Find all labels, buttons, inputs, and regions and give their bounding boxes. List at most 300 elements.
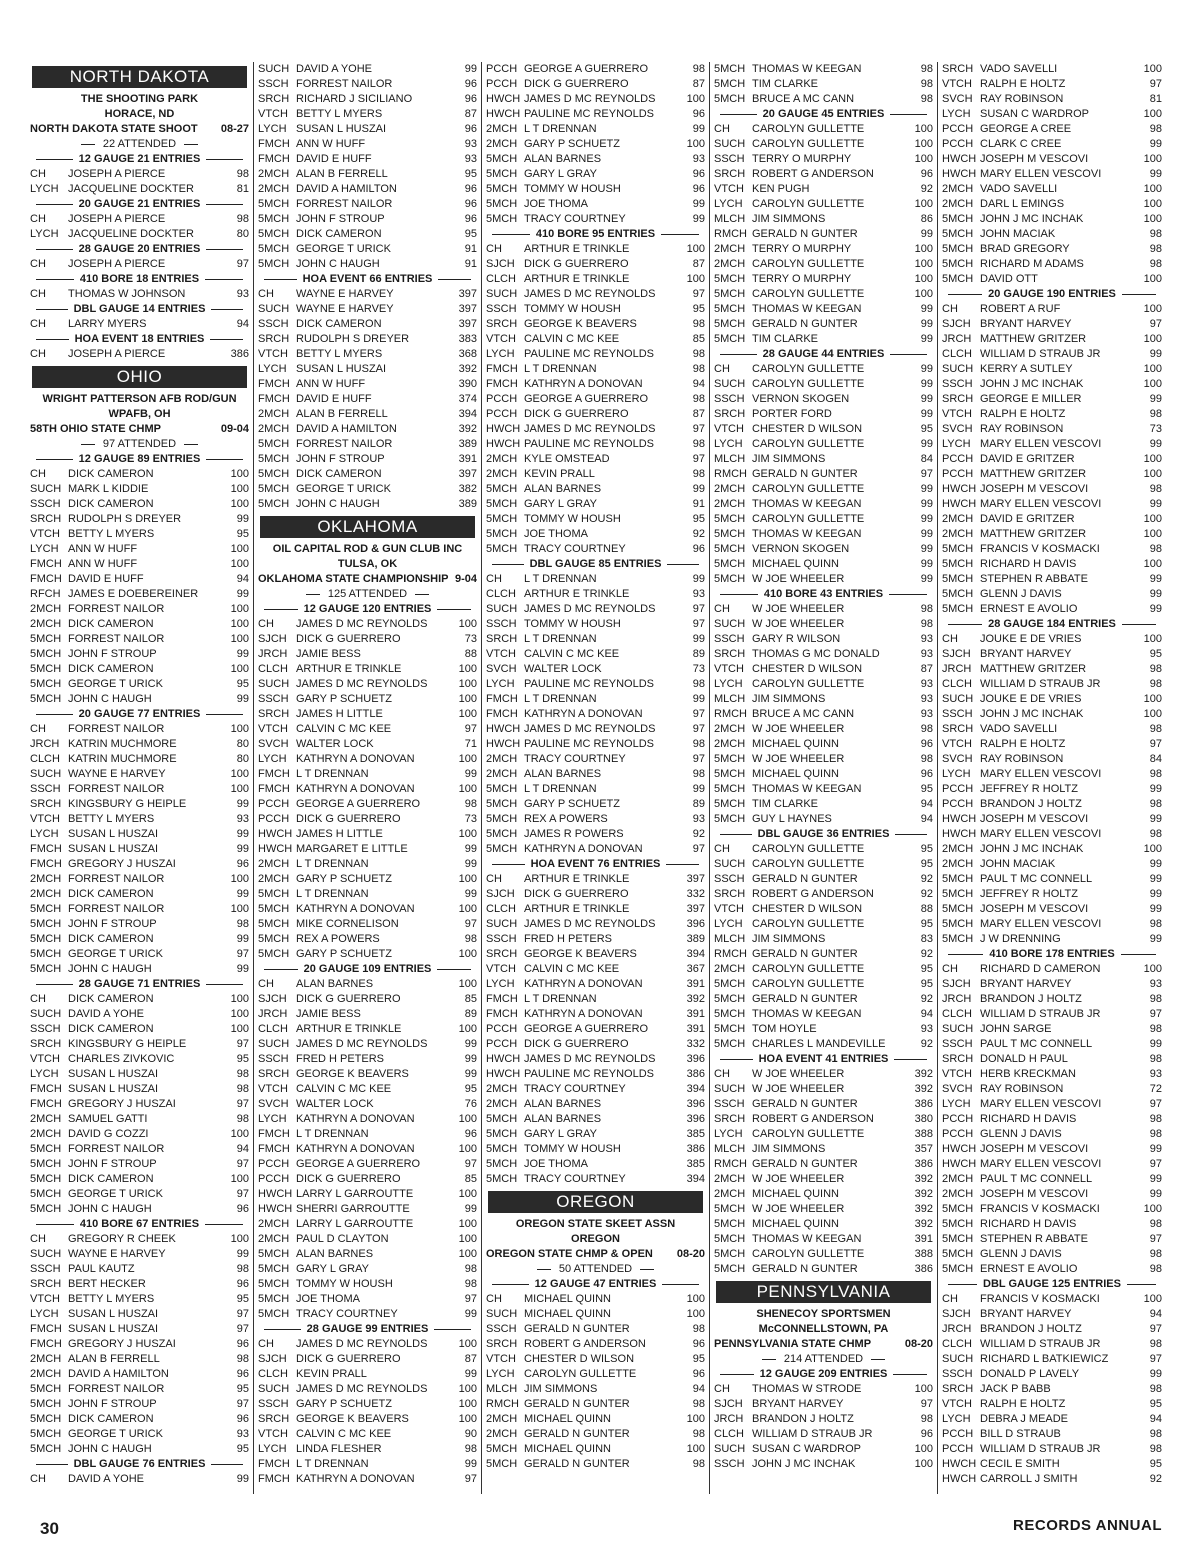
shooter-name: GARY P SCHUETZ [296,1398,392,1410]
rule-divider [894,1059,927,1060]
result-row [714,977,933,992]
shooter-name: RUDOLPH S DREYER [68,513,182,525]
score: 73 [1149,423,1162,435]
result-row [486,1457,705,1472]
shooter-name: JAMES D MC REYNOLDS [524,288,656,300]
class-code: 5MCH [486,153,518,165]
shooter-name: CALVIN C MC KEE [524,648,620,660]
shooter-name: MARY ELLEN VESCOVI [980,498,1102,510]
result-row [714,737,933,752]
score: 99 [1149,1188,1162,1200]
shooter-name: CALVIN C MC KEE [296,723,392,735]
class-code: 5MCH [258,1248,290,1260]
score: 97 [692,453,705,465]
shooter-name: ANN W HUFF [296,138,366,150]
shooter-name: JIM SIMMONS [524,1383,598,1395]
shooter-name: CALVIN C MC KEE [524,333,620,345]
class-code: 5MCH [486,498,518,510]
result-row [942,1367,1162,1382]
result-row [30,692,249,707]
score: 394 [686,1083,705,1095]
score: 394 [458,408,477,420]
class-code: HWCH [942,1458,977,1470]
result-row [30,1112,249,1127]
result-row [486,947,705,962]
score: 332 [686,888,705,900]
shooter-name: KINGSBURY G HEIPLE [68,798,187,810]
result-row [714,317,933,332]
shooter-name: SAMUEL GATTI [68,1113,148,1125]
result-row [486,992,705,1007]
class-code: SUCH [30,483,62,495]
class-code: 5MCH [30,1383,62,1395]
result-row [942,572,1162,587]
result-row [258,722,477,737]
score: 98 [1149,1128,1162,1140]
shooter-name: L T DRENNAN [524,363,597,375]
result-row [942,1337,1162,1352]
attendance-text: 125 ATTENDED [327,588,408,600]
score: 99 [464,1368,477,1380]
class-code: CLCH [714,1428,744,1440]
score: 93 [236,288,249,300]
class-code: SUCH [30,768,62,780]
result-row [258,992,477,1007]
shooter-name: CAROLYN GULLETTE [752,1248,865,1260]
rule-divider [948,954,983,955]
class-code: VTCH [942,1068,972,1080]
shoot-title [714,1337,933,1352]
result-row [258,752,477,767]
rule-divider [36,279,74,280]
shooter-name: BRAD GREGORY [980,243,1070,255]
shooter-name: KATRIN MUCHMORE [68,738,177,750]
shooter-name: BRANDON J HOLTZ [752,1413,854,1425]
score: 97 [236,1038,249,1050]
score: 98 [692,678,705,690]
class-code: SSCH [30,1263,61,1275]
event-title: 28 GAUGE 184 ENTRIES [988,618,1116,630]
class-code: CH [30,258,46,270]
shooter-name: FORREST NAILOR [68,1143,165,1155]
class-code: 5MCH [486,168,518,180]
score: 99 [464,858,477,870]
rule-divider [36,984,73,985]
class-code: VTCH [258,723,288,735]
class-code: FMCH [30,1323,62,1335]
score: 99 [1149,1143,1162,1155]
shooter-name: GEORGE A GUERRERO [296,798,421,810]
score: 98 [236,918,249,930]
score: 98 [692,738,705,750]
score: 99 [1149,1173,1162,1185]
result-row [486,1157,705,1172]
score: 100 [1143,183,1162,195]
shooter-name: TRACY COURTNEY [524,1083,626,1095]
score: 72 [1149,1083,1162,1095]
event-title: 12 GAUGE 209 ENTRIES [759,1368,888,1380]
score: 100 [914,288,933,300]
shooter-name: JOHN J MC INCHAK [980,213,1084,225]
score: 98 [1149,408,1162,420]
score: 93 [236,813,249,825]
result-row [942,1097,1162,1112]
class-code: SSCH [714,153,745,165]
result-row [258,167,477,182]
class-code: VTCH [258,1083,288,1095]
score: 97 [692,288,705,300]
class-code: LYCH [942,438,971,450]
shooter-name: MATTHEW GRITZER [980,468,1087,480]
attendance [258,587,477,602]
result-row [486,362,705,377]
score: 100 [914,1383,933,1395]
shooter-name: RALPH E HOLTZ [980,738,1066,750]
result-row [714,947,933,962]
result-row [714,452,933,467]
result-row [714,1142,933,1157]
shooter-name: GEORGE T URICK [68,678,163,690]
result-row [942,1007,1162,1022]
result-row [486,287,705,302]
score: 99 [1149,498,1162,510]
shooter-name: MICHAEL QUINN [524,1443,611,1455]
class-code: VTCH [942,1398,972,1410]
score: 388 [914,1248,933,1260]
score: 100 [458,903,477,915]
result-row [942,1247,1162,1262]
class-code: SRCH [942,1383,974,1395]
class-code: CH [30,318,46,330]
score: 100 [230,768,249,780]
result-row [714,377,933,392]
result-row [30,1277,249,1292]
result-row [714,92,933,107]
class-code: LYCH [486,978,515,990]
result-row [486,827,705,842]
class-code: 5MCH [942,1248,974,1260]
shooter-name: ALAN BARNES [524,1098,602,1110]
score: 98 [920,63,933,75]
score: 97 [236,1323,249,1335]
shooter-name: GERALD N GUNTER [752,1158,858,1170]
shooter-name: JOHN F STROUP [68,1398,157,1410]
result-row [714,137,933,152]
shooter-name: DICK CAMERON [296,228,382,240]
result-row [714,197,933,212]
event-header [258,962,477,977]
result-row [30,527,249,542]
score: 100 [458,1383,477,1395]
shooter-name: CHESTER D WILSON [752,423,863,435]
rule-divider [437,609,471,610]
result-row [714,662,933,677]
class-code: 5MCH [942,273,974,285]
shooter-name: PORTER FORD [752,408,832,420]
attendance-text: 22 ATTENDED [102,138,177,150]
result-row [30,482,249,497]
result-row [486,182,705,197]
class-code: PCCH [486,78,518,90]
score: 391 [686,1023,705,1035]
result-row [30,1157,249,1172]
class-code: 5MCH [714,753,746,765]
score: 84 [920,453,933,465]
result-row [486,602,705,617]
class-code: 5MCH [30,1428,62,1440]
shooter-name: BILL D STRAUB [980,1428,1061,1440]
result-row [486,1322,705,1337]
class-code: 2MCH [30,873,62,885]
score: 385 [686,1158,705,1170]
score: 97 [692,708,705,720]
rule-divider [948,1284,977,1285]
score: 97 [236,948,249,960]
score: 99 [920,393,933,405]
shooter-name: SUSAN L HUSZAI [68,1068,159,1080]
event-title: HOA EVENT 18 ENTRIES [74,333,205,345]
shooter-name: RALPH E HOLTZ [980,408,1066,420]
score: 80 [236,228,249,240]
class-code: CH [258,288,274,300]
class-code: SVCH [942,93,973,105]
score: 396 [686,1053,705,1065]
score: 100 [1143,513,1162,525]
score: 98 [920,93,933,105]
result-row [30,1007,249,1022]
shooter-name: DICK CAMERON [68,663,154,675]
score: 392 [914,1068,933,1080]
rule-divider [184,144,198,145]
result-row [714,632,933,647]
class-code: 2MCH [942,1173,974,1185]
shooter-name: ALAN B FERRELL [296,408,388,420]
class-code: 2MCH [486,753,518,765]
result-row [486,497,705,512]
score: 85 [692,333,705,345]
score: 100 [458,783,477,795]
shooter-name: CAROLYN GULLETTE [752,138,865,150]
result-row [258,1007,477,1022]
result-row [714,572,933,587]
club-info: McCONNELLSTOWN, PA [758,1323,889,1335]
event-header [714,347,933,362]
shooter-name: MARY ELLEN VESCOVI [980,918,1102,930]
result-row [30,902,249,917]
score: 96 [464,1128,477,1140]
class-code: CH [714,1068,730,1080]
shooter-name: MICHAEL QUINN [752,558,839,570]
shooter-name: KATHRYN A DONOVAN [296,1473,415,1485]
score: 98 [1149,1338,1162,1350]
shooter-name: WALTER LOCK [524,663,602,675]
result-row [942,437,1162,452]
class-code: PCCH [942,453,974,465]
score: 100 [1143,708,1162,720]
event-header [486,857,705,872]
event-title: DBL GAUGE 125 ENTRIES [983,1278,1121,1290]
shooter-name: CECIL E SMITH [980,1458,1060,1470]
event-header [30,452,249,467]
class-code: HWCH [486,738,521,750]
score: 80 [236,753,249,765]
class-code: 5MCH [258,258,290,270]
class-code: RMCH [714,468,747,480]
shooter-name: SUSAN C WARDROP [752,1443,861,1455]
score: 100 [458,828,477,840]
shooter-name: ALAN BARNES [296,978,374,990]
shooter-name: JOSEPH A PIERCE [68,213,166,225]
result-row [486,467,705,482]
score: 99 [464,1068,477,1080]
score: 96 [236,1368,249,1380]
shooter-name: DAVID E GRITZER [980,513,1075,525]
class-code: 5MCH [30,633,62,645]
shooter-name: GERALD N GUNTER [752,1098,858,1110]
shooter-name: CAROLYN GULLETTE [752,963,865,975]
result-row [486,377,705,392]
result-row [258,977,477,992]
class-code: 5MCH [30,678,62,690]
score: 99 [920,528,933,540]
event-header [30,977,249,992]
score: 73 [464,813,477,825]
score: 100 [1143,843,1162,855]
result-row [258,62,477,77]
score: 99 [236,933,249,945]
score: 100 [1143,153,1162,165]
class-code: 2MCH [30,1368,62,1380]
class-code: SSCH [942,378,973,390]
score: 85 [464,1173,477,1185]
class-code: SRCH [942,393,974,405]
class-code: 5MCH [486,513,518,525]
result-row [942,1232,1162,1247]
shooter-name: RICHARD H DAVIS [980,1113,1077,1125]
score: 96 [692,1368,705,1380]
result-row [942,1172,1162,1187]
shooter-name: BETTY L MYERS [68,813,155,825]
class-code: 5MCH [942,1218,974,1230]
score: 390 [458,378,477,390]
score: 100 [230,1008,249,1020]
class-code: HWCH [486,723,521,735]
rule-divider [720,1059,753,1060]
result-row [258,257,477,272]
shooter-name: ROBERT G ANDERSON [752,168,874,180]
result-row [30,677,249,692]
result-row [714,692,933,707]
class-code: 2MCH [258,183,290,195]
shooter-name: JIM SIMMONS [752,693,826,705]
result-row [30,1022,249,1037]
shooter-name: FORREST NAILOR [68,903,165,915]
score: 397 [458,303,477,315]
class-code: 5MCH [942,1203,974,1215]
score: 95 [236,1443,249,1455]
result-row [30,1127,249,1142]
score: 84 [1149,753,1162,765]
class-code: 5MCH [714,513,746,525]
class-code: SRCH [486,318,518,330]
shooter-name: W JOE WHEELER [752,603,845,615]
result-row [486,617,705,632]
score: 385 [686,1128,705,1140]
score: 93 [1149,1068,1162,1080]
shooter-name: MARGARET E LITTLE [296,843,408,855]
score: 96 [464,213,477,225]
result-row [30,1412,249,1427]
shooter-name: STEPHEN R ABBATE [980,1233,1088,1245]
shooter-name: JOSEPH A PIERCE [68,168,166,180]
shoot-date: 08-27 [220,123,249,135]
score: 95 [920,963,933,975]
shooter-name: SUSAN L HUSZAI [68,828,159,840]
result-row [486,437,705,452]
page-number: 30 [40,1519,59,1538]
result-row [486,647,705,662]
shooter-name: GEORGE A GUERRERO [524,63,649,75]
result-row [714,407,933,422]
shooter-name: W JOE WHEELER [752,618,845,630]
class-code: SRCH [30,1038,62,1050]
result-row [258,677,477,692]
result-row [486,1292,705,1307]
result-row [486,1082,705,1097]
class-code: FMCH [258,393,290,405]
class-code: MLCH [714,693,746,705]
event-header [258,272,477,287]
shooter-name: GEORGE T URICK [68,1428,163,1440]
score: 87 [464,108,477,120]
class-code: SRCH [258,93,290,105]
class-code: HWCH [486,1053,521,1065]
shooter-name: THOMAS W KEEGAN [752,498,862,510]
shooter-name: GERALD N GUNTER [752,228,858,240]
result-row [942,1187,1162,1202]
shooter-name: CAROLYN GULLETTE [752,918,865,930]
attendance-text: 214 ATTENDED [783,1353,864,1365]
result-row [486,842,705,857]
score: 100 [686,1413,705,1425]
score: 98 [1149,768,1162,780]
result-row [714,1247,933,1262]
class-code: VTCH [486,648,516,660]
class-code: HWCH [258,843,293,855]
class-code: VTCH [714,663,744,675]
event-header [942,287,1162,302]
shooter-name: KATHRYN A DONOVAN [296,1113,415,1125]
score: 81 [1149,93,1162,105]
result-row [30,317,249,332]
event-header [30,332,249,347]
score: 392 [914,1188,933,1200]
class-code: SJCH [258,633,287,645]
score: 100 [1143,693,1162,705]
score: 95 [692,513,705,525]
score: 96 [692,1338,705,1350]
score: 98 [1149,483,1162,495]
shooter-name: DICK CAMERON [68,993,154,1005]
score: 100 [230,903,249,915]
score: 93 [920,708,933,720]
shoot-name: OREGON STATE CHMP & OPEN [486,1248,653,1260]
score: 96 [236,1413,249,1425]
score: 100 [230,558,249,570]
shooter-name: KEVIN PRALL [296,1368,367,1380]
result-row [486,242,705,257]
result-row [942,707,1162,722]
